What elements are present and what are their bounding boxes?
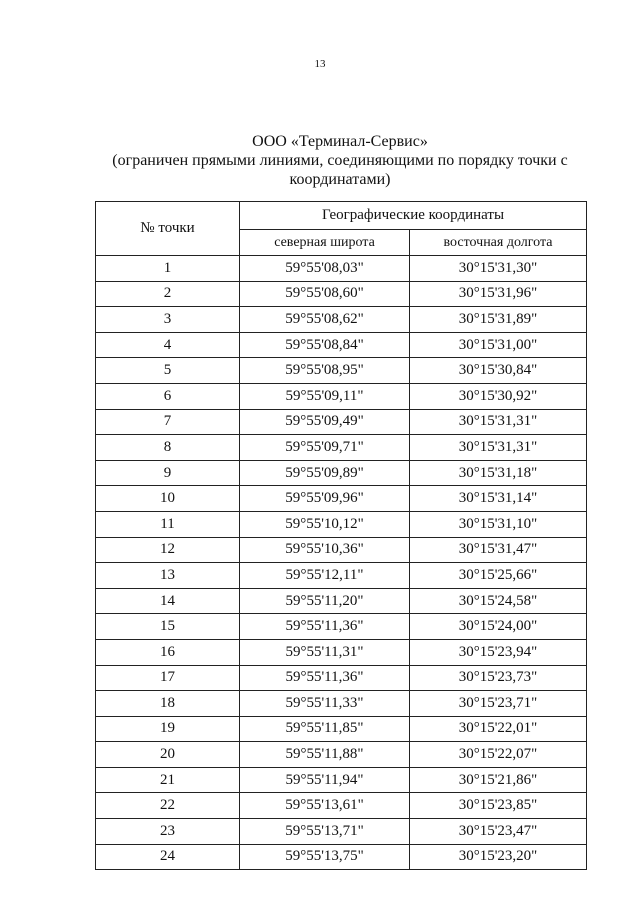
table-row xyxy=(96,256,587,282)
cell-east-longitude: 30°15'31,96" xyxy=(410,281,587,307)
header-north-latitude: северная широта xyxy=(240,230,410,256)
table-row xyxy=(96,460,587,486)
cell-north-latitude: 59°55'09,71" xyxy=(240,435,410,461)
cell-north-latitude: 59°55'08,60" xyxy=(240,281,410,307)
cell-point-number: 10 xyxy=(96,486,240,512)
heading-description-continued: координатами) xyxy=(289,171,391,188)
table-row xyxy=(96,614,587,640)
table-row xyxy=(96,665,587,691)
header-east-longitude: восточная долгота xyxy=(410,230,587,256)
coordinates-table xyxy=(95,201,587,870)
cell-east-longitude: 30°15'31,14" xyxy=(410,486,587,512)
table-row xyxy=(96,537,587,563)
cell-point-number: 20 xyxy=(96,742,240,768)
table-row xyxy=(96,793,587,819)
cell-east-longitude: 30°15'23,20" xyxy=(410,844,587,870)
cell-point-number: 13 xyxy=(96,563,240,589)
page-number: 13 xyxy=(314,58,326,70)
cell-point-number: 9 xyxy=(96,460,240,486)
table-row xyxy=(96,639,587,665)
cell-point-number: 15 xyxy=(96,614,240,640)
heading-description: (ограничен прямыми линиями, соединяющими по порядку точки с xyxy=(112,152,568,169)
table-row xyxy=(96,563,587,589)
cell-east-longitude: 30°15'31,89" xyxy=(410,307,587,333)
cell-north-latitude: 59°55'11,20" xyxy=(240,588,410,614)
cell-east-longitude: 30°15'23,85" xyxy=(410,793,587,819)
table-row xyxy=(96,409,587,435)
cell-north-latitude: 59°55'11,85" xyxy=(240,716,410,742)
table-row xyxy=(96,767,587,793)
cell-point-number: 24 xyxy=(96,844,240,870)
cell-north-latitude: 59°55'09,49" xyxy=(240,409,410,435)
cell-north-latitude: 59°55'09,96" xyxy=(240,486,410,512)
cell-east-longitude: 30°15'22,07" xyxy=(410,742,587,768)
table-row xyxy=(96,844,587,870)
document-heading xyxy=(60,132,620,189)
table-row xyxy=(96,742,587,768)
cell-point-number: 6 xyxy=(96,383,240,409)
table-row xyxy=(96,358,587,384)
cell-north-latitude: 59°55'13,75" xyxy=(240,844,410,870)
table-row xyxy=(96,332,587,358)
cell-east-longitude: 30°15'30,84" xyxy=(410,358,587,384)
table-row xyxy=(96,819,587,845)
table-row xyxy=(96,511,587,537)
cell-north-latitude: 59°55'08,62" xyxy=(240,307,410,333)
cell-north-latitude: 59°55'11,88" xyxy=(240,742,410,768)
cell-north-latitude: 59°55'13,61" xyxy=(240,793,410,819)
cell-point-number: 11 xyxy=(96,511,240,537)
cell-point-number: 3 xyxy=(96,307,240,333)
cell-point-number: 5 xyxy=(96,358,240,384)
table-row xyxy=(96,383,587,409)
cell-point-number: 2 xyxy=(96,281,240,307)
cell-east-longitude: 30°15'24,58" xyxy=(410,588,587,614)
cell-north-latitude: 59°55'11,33" xyxy=(240,691,410,717)
cell-point-number: 16 xyxy=(96,639,240,665)
cell-north-latitude: 59°55'11,94" xyxy=(240,767,410,793)
heading-organization: ООО «Терминал-Сервис» xyxy=(252,133,428,150)
table-row xyxy=(96,691,587,717)
cell-east-longitude: 30°15'31,31" xyxy=(410,435,587,461)
table-row xyxy=(96,435,587,461)
cell-east-longitude: 30°15'31,47" xyxy=(410,537,587,563)
cell-point-number: 4 xyxy=(96,332,240,358)
table-row xyxy=(96,716,587,742)
cell-east-longitude: 30°15'31,31" xyxy=(410,409,587,435)
table-row xyxy=(96,281,587,307)
cell-north-latitude: 59°55'08,95" xyxy=(240,358,410,384)
cell-point-number: 14 xyxy=(96,588,240,614)
cell-north-latitude: 59°55'10,36" xyxy=(240,537,410,563)
cell-point-number: 23 xyxy=(96,819,240,845)
cell-east-longitude: 30°15'23,73" xyxy=(410,665,587,691)
cell-north-latitude: 59°55'08,03" xyxy=(240,256,410,282)
cell-east-longitude: 30°15'21,86" xyxy=(410,767,587,793)
cell-east-longitude: 30°15'31,30" xyxy=(410,256,587,282)
cell-point-number: 19 xyxy=(96,716,240,742)
cell-east-longitude: 30°15'23,94" xyxy=(410,639,587,665)
cell-north-latitude: 59°55'09,11" xyxy=(240,383,410,409)
cell-east-longitude: 30°15'25,66" xyxy=(410,563,587,589)
cell-north-latitude: 59°55'13,71" xyxy=(240,819,410,845)
header-point-number: № точки xyxy=(96,202,240,256)
cell-north-latitude: 59°55'09,89" xyxy=(240,460,410,486)
table-body xyxy=(96,256,587,870)
cell-point-number: 7 xyxy=(96,409,240,435)
cell-point-number: 12 xyxy=(96,537,240,563)
cell-east-longitude: 30°15'23,47" xyxy=(410,819,587,845)
cell-east-longitude: 30°15'24,00" xyxy=(410,614,587,640)
cell-east-longitude: 30°15'22,01" xyxy=(410,716,587,742)
cell-point-number: 1 xyxy=(96,256,240,282)
table-row xyxy=(96,486,587,512)
cell-point-number: 8 xyxy=(96,435,240,461)
cell-point-number: 18 xyxy=(96,691,240,717)
cell-north-latitude: 59°55'12,11" xyxy=(240,563,410,589)
table-row xyxy=(96,588,587,614)
cell-east-longitude: 30°15'31,18" xyxy=(410,460,587,486)
cell-east-longitude: 30°15'31,10" xyxy=(410,511,587,537)
cell-point-number: 22 xyxy=(96,793,240,819)
cell-north-latitude: 59°55'10,12" xyxy=(240,511,410,537)
cell-point-number: 21 xyxy=(96,767,240,793)
cell-north-latitude: 59°55'11,36" xyxy=(240,665,410,691)
cell-east-longitude: 30°15'30,92" xyxy=(410,383,587,409)
header-geo-coordinates: Географические координаты xyxy=(240,202,587,230)
cell-north-latitude: 59°55'08,84" xyxy=(240,332,410,358)
cell-point-number: 17 xyxy=(96,665,240,691)
cell-north-latitude: 59°55'11,36" xyxy=(240,614,410,640)
cell-north-latitude: 59°55'11,31" xyxy=(240,639,410,665)
cell-east-longitude: 30°15'31,00" xyxy=(410,332,587,358)
table-row xyxy=(96,307,587,333)
cell-east-longitude: 30°15'23,71" xyxy=(410,691,587,717)
